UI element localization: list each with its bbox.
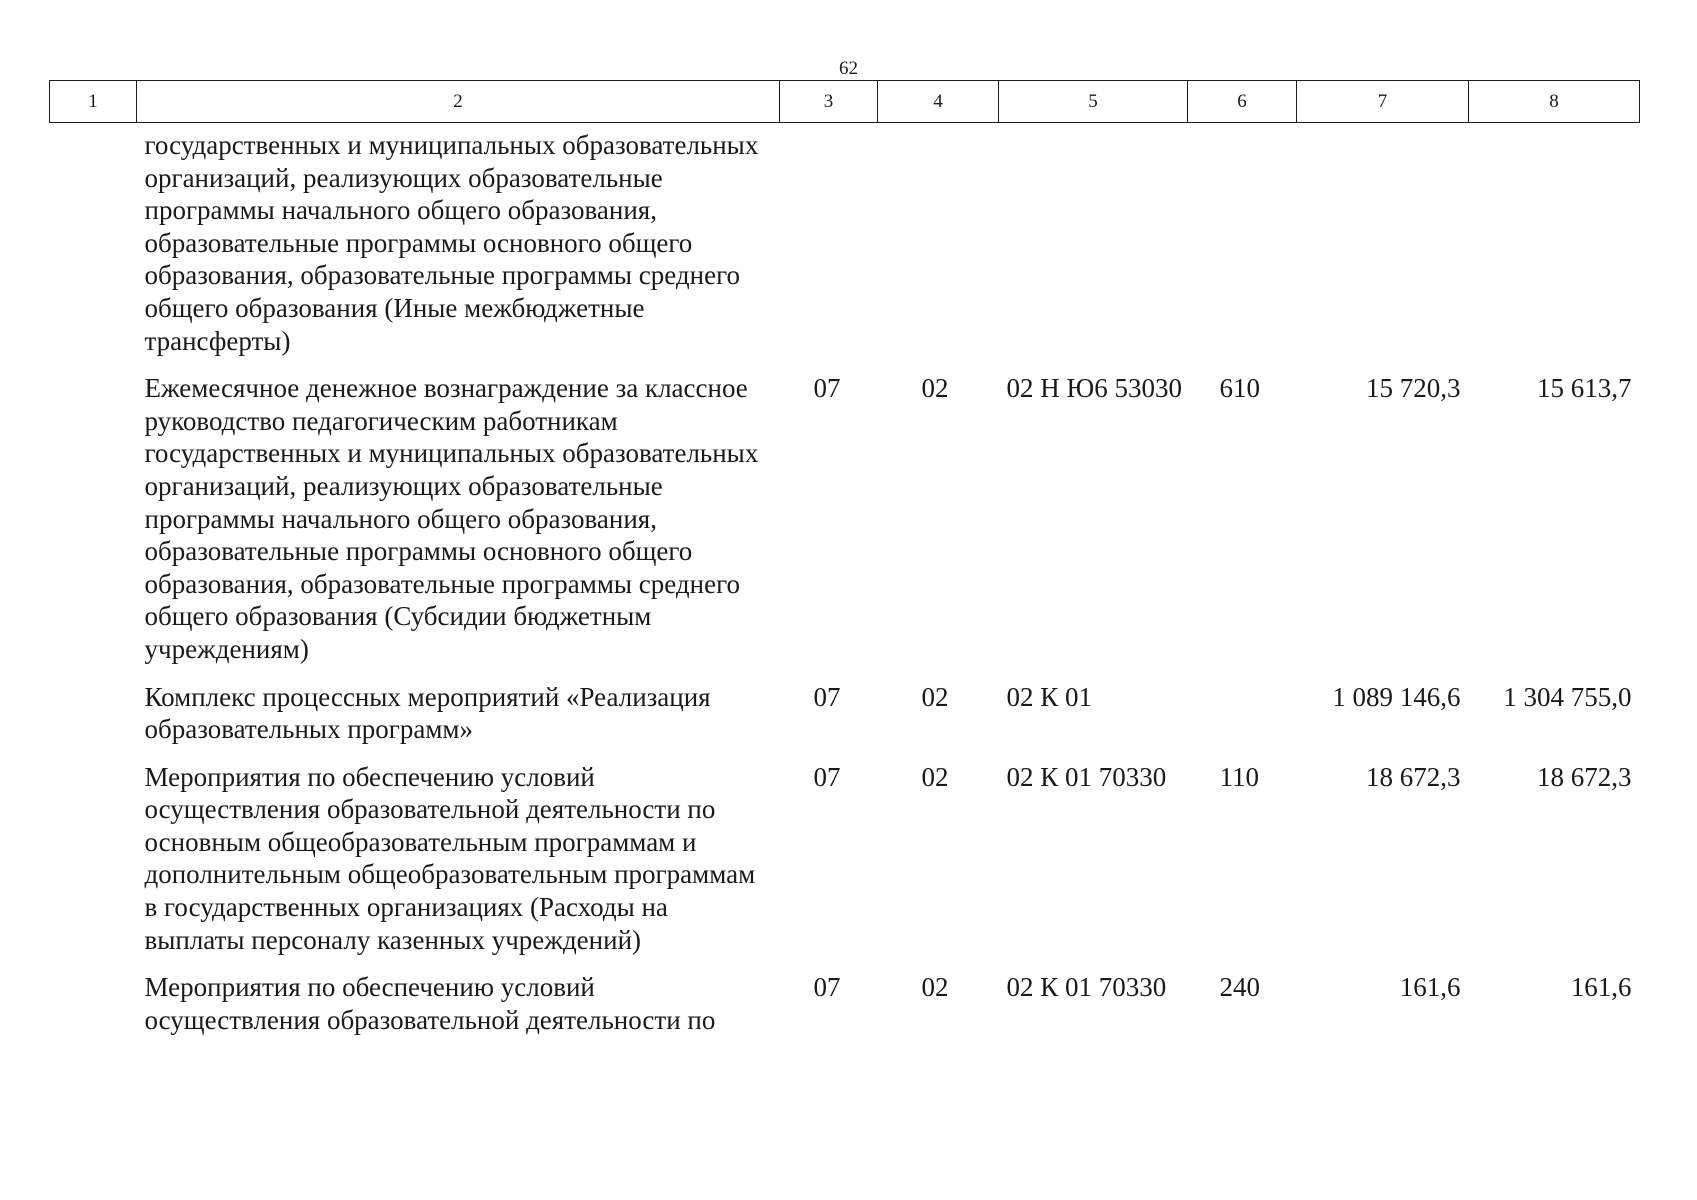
expense-name: Ежемесячное денежное вознаграждение за классное руководство педагогическим работникам государственных и муниципальных образовательных организаций, реализующих образовательные программы начального общего образования, образовательные программы основного общего образования, образовательные программы среднего общего образования (Субсидии бюджетным учреждениям) (144, 373, 759, 664)
expense-type-code (1188, 123, 1297, 373)
amount-year-1: 161,6 (1399, 972, 1461, 1003)
table-row (50, 372, 1640, 680)
target-article-code: 02 К 01 70330 (1006, 761, 1167, 792)
amount-year-1: 18 672,3 (1366, 761, 1461, 792)
section-code: 07 (813, 761, 841, 792)
expense-name: Мероприятия по обеспечению условий осуществления образовательной деятельности по основным общеобразовательным программам и дополнительным общеобразовательным программам в государственных организациях (Расходы на выплаты персоналу казенных учреждений) (144, 761, 756, 955)
column-number: 3 (780, 81, 878, 123)
column-number-row (50, 81, 1640, 123)
table-row (50, 681, 1640, 761)
table-row (50, 761, 1640, 972)
amount-year-2 (1469, 123, 1640, 373)
column-number: 4 (878, 81, 999, 123)
target-article-code: 02 К 01 70330 (1006, 972, 1167, 1003)
amount-year-2: 15 613,7 (1537, 373, 1632, 404)
row-index-cell (50, 681, 137, 761)
row-index-cell (50, 123, 137, 373)
column-number: 7 (1297, 81, 1469, 123)
expense-type-code: 610 (1219, 373, 1260, 404)
section-code: 07 (813, 681, 841, 712)
subsection-code: 02 (921, 681, 949, 712)
subsection-code: 02 (921, 373, 949, 404)
target-article-code (999, 123, 1188, 373)
section-code: 07 (813, 373, 841, 404)
expense-name: Мероприятия по обеспечению условий осуществления образовательной деятельности по (144, 972, 716, 1035)
subsection-code: 02 (921, 972, 949, 1003)
target-article-code: 02 Н Ю6 53030 (1006, 373, 1182, 404)
column-number: 2 (137, 81, 780, 123)
expense-type-code (1188, 681, 1297, 761)
row-index-cell (50, 372, 137, 680)
expense-name: Комплекс процессных мероприятий «Реализация образовательных программ» (144, 681, 711, 745)
row-index-cell (50, 971, 137, 1051)
column-number: 8 (1469, 81, 1640, 123)
expense-type-code: 240 (1219, 972, 1260, 1003)
amount-year-1: 1 089 146,6 (1332, 681, 1461, 712)
subsection-code (878, 123, 999, 373)
subsection-code: 02 (921, 761, 949, 792)
page-number: 62 (839, 58, 858, 79)
amount-year-2: 1 304 755,0 (1503, 681, 1632, 712)
section-code: 07 (813, 972, 841, 1003)
budget-table (49, 80, 1640, 1051)
amount-year-2: 18 672,3 (1537, 761, 1632, 792)
column-number: 1 (50, 81, 137, 123)
section-code (780, 123, 878, 373)
row-index-cell (50, 761, 137, 972)
expense-name: государственных и муниципальных образовательных организаций, реализующих образовательные программы начального общего образования, образовательные программы основного общего образования, образовательные программы среднего общего образования (Иные межбюджетные трансферты) (144, 130, 759, 356)
expense-type-code: 110 (1219, 761, 1259, 792)
table-body (50, 123, 1640, 1052)
table-row (50, 123, 1640, 373)
amount-year-1: 15 720,3 (1366, 373, 1461, 404)
table-header (50, 81, 1640, 123)
table-row (50, 971, 1640, 1051)
target-article-code: 02 К 01 (1006, 681, 1093, 712)
column-number: 6 (1188, 81, 1297, 123)
amount-year-2: 161,6 (1570, 972, 1632, 1003)
amount-year-1 (1297, 123, 1469, 373)
column-number: 5 (999, 81, 1188, 123)
